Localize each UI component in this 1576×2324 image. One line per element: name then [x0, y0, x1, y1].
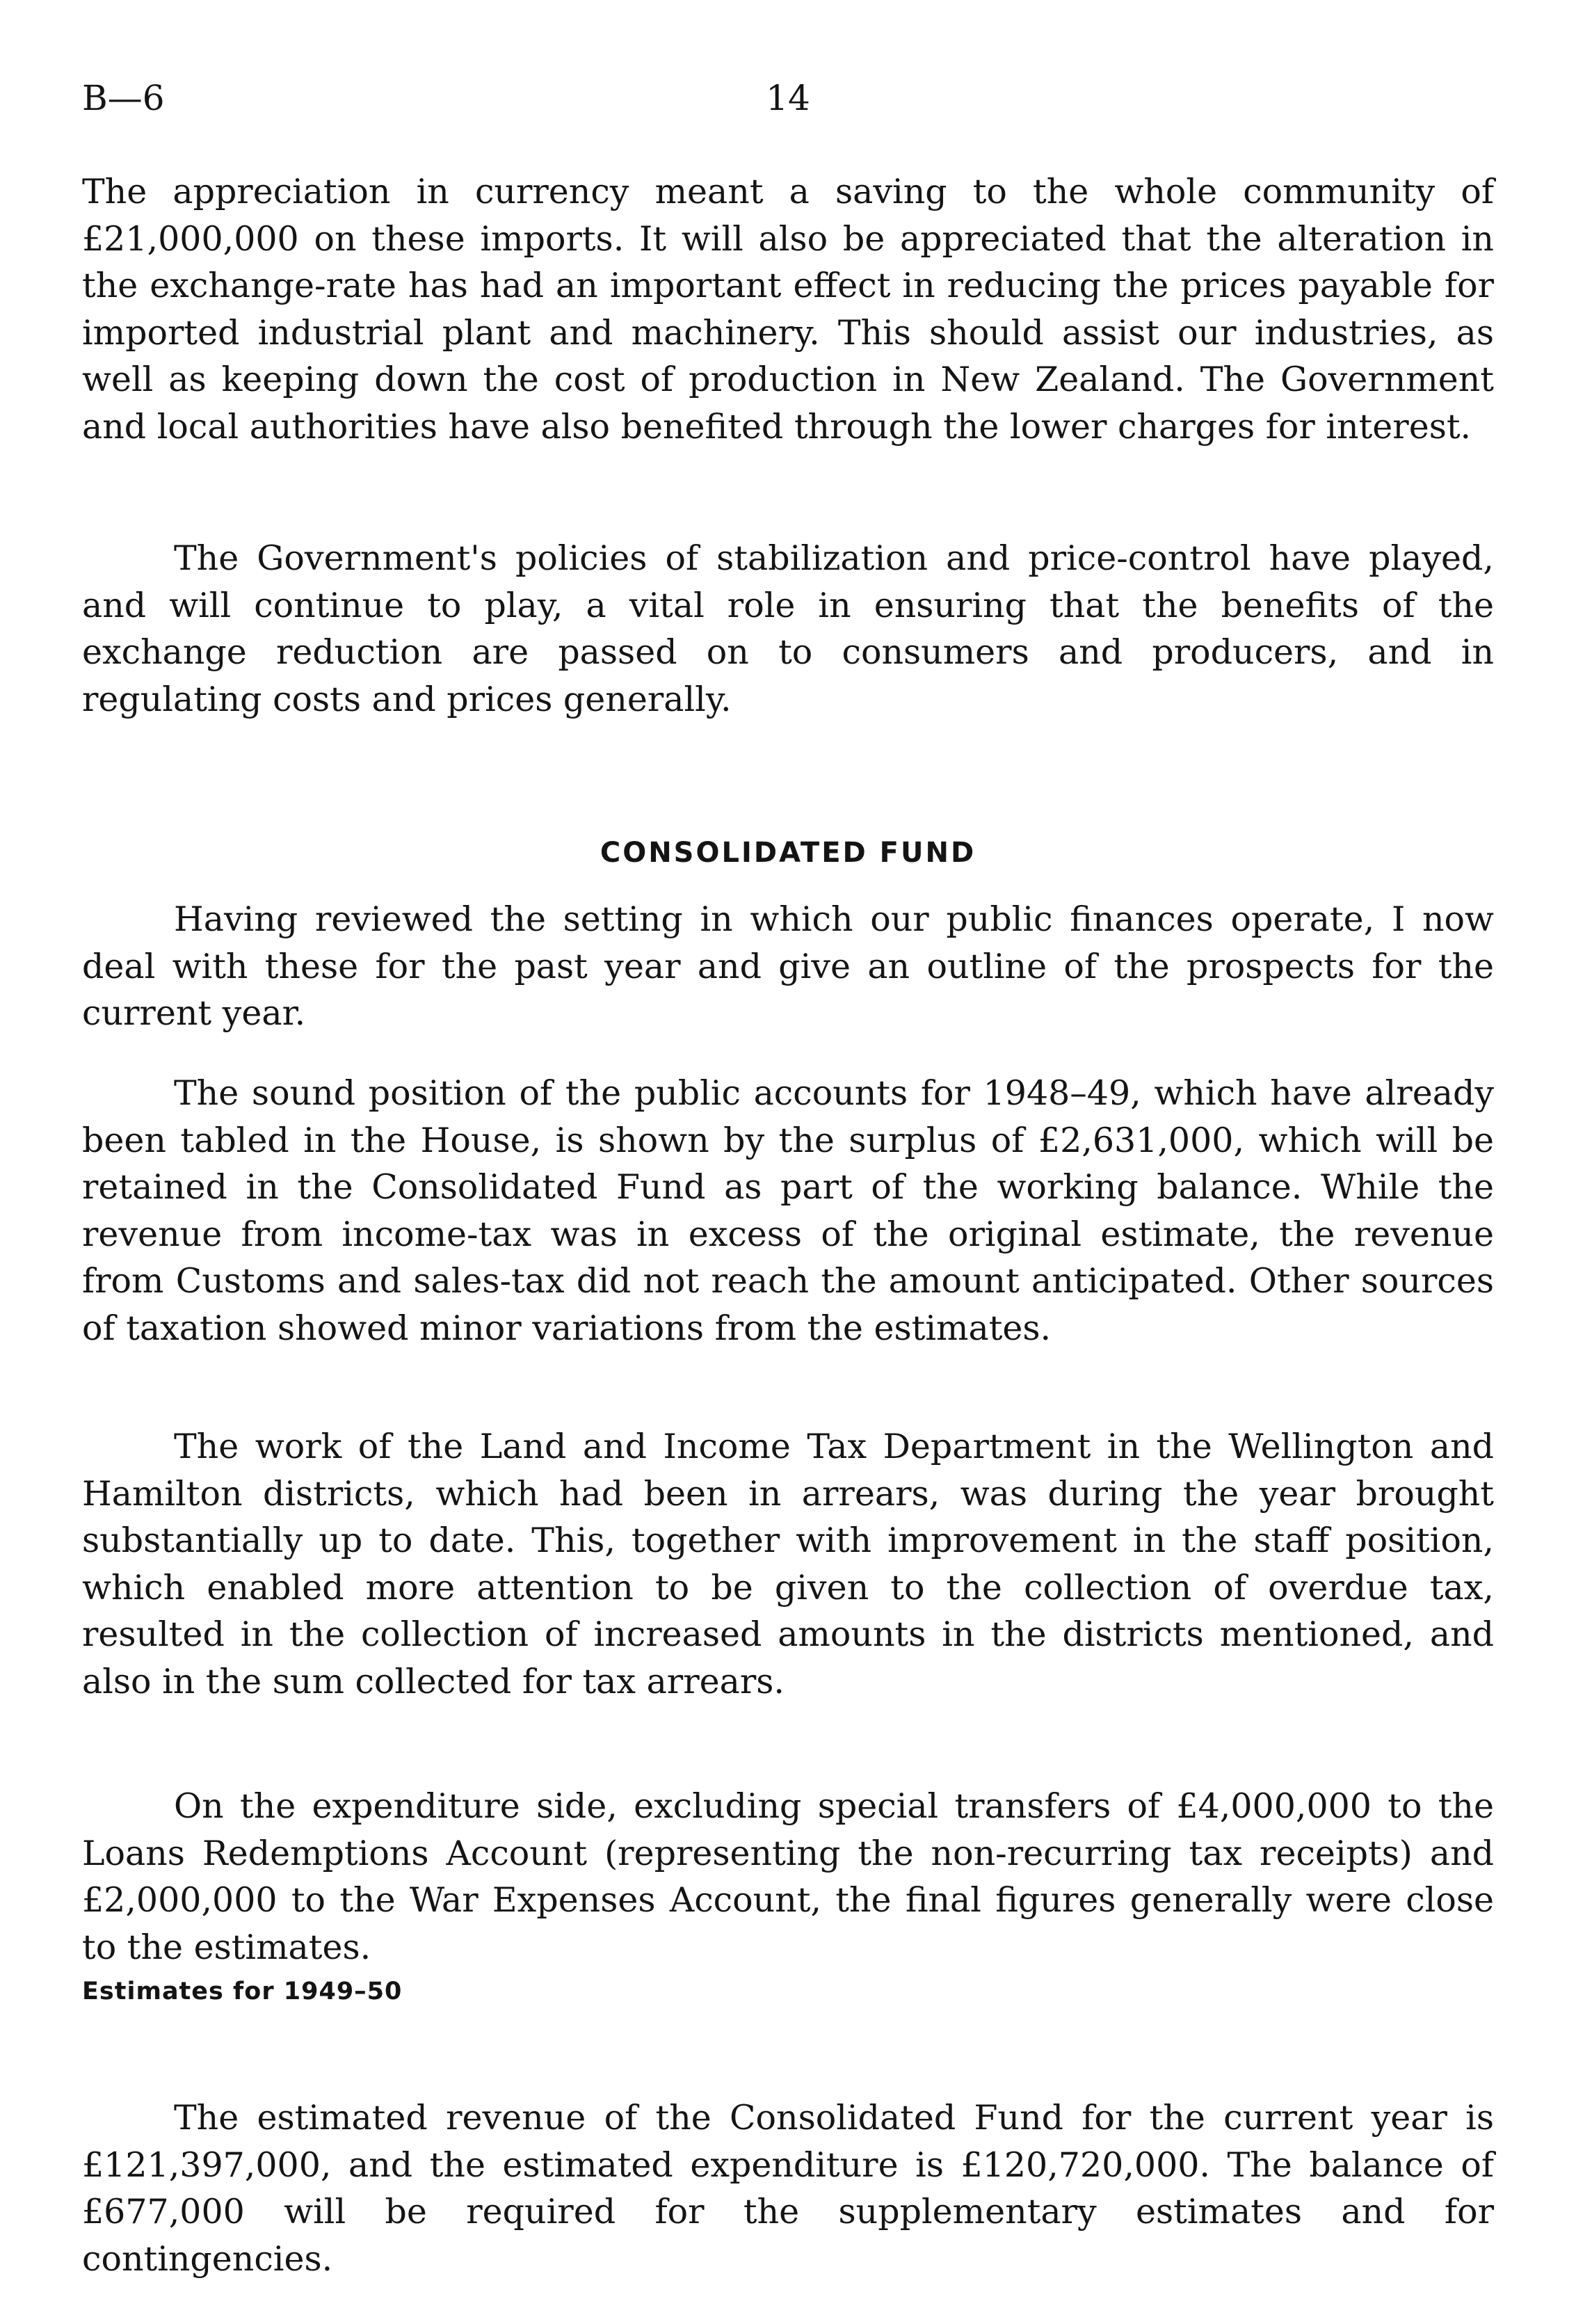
page-number: 14	[766, 78, 810, 118]
paragraph-expenditure: On the expenditure side, excluding special transfers of £4,000,000 to the Loans Redemptions Account (representing the non-recurring tax receipts) and £2,000,000 to the War Expenses Account, the final figures generally were close to the estimates.	[82, 1786, 1494, 1967]
paragraph-currency-appreciation: The appreciation in currency meant a saving to the whole community of £21,000,000 on these imports. It will also be appreciated that the alteration in the exchange-rate has had an important effect in reducing the prices payable for imported industrial plant and machinery. This should assist our industries, as well as keeping down the cost of production in New Zealand. The Government and local authorities have also benefited through the lower charges for interest.	[82, 172, 1494, 447]
paragraph-stabilization-policies: The Government's policies of stabilization and price-control have played, and will continue to play, a vital role in ensuring that the benefits of the exchange reduction are passed on to consumers and producers, and in regulating costs and prices generally.	[82, 538, 1494, 719]
paragraph-estimated-revenue: The estimated revenue of the Consolidated Fund for the current year is £121,397,000, and the estimated expenditure is £120,720,000. The balance of £677,000 will be required for the supplementary estimates and for contingencies.	[82, 2098, 1494, 2279]
paragraph-tax-department: The work of the Land and Income Tax Department in the Wellington and Hamilton districts, which had been in arrears, was during the year brought substantially up to date. This, together with improvement in the staff position, which enabled more attention to be given to the collection of overdue tax, resulted in the collection of increased amounts in the districts mentioned, and also in the sum collected for tax arrears.	[82, 1427, 1494, 1701]
document-reference: B—6	[82, 78, 165, 118]
section-heading-consolidated-fund: CONSOLIDATED FUND	[600, 837, 976, 869]
paragraph-public-accounts: The sound position of the public accounts for 1948–49, which have already been tabled in the House, is shown by the surplus of £2,631,000, which will be retained in the Consolidated Fund as part of the working balance. While the revenue from income-tax was in excess of the original estimate, the revenue from Customs and sales-tax did not reach the amount anticipated. Other sources of taxation showed minor variations from the estimates.	[82, 1073, 1494, 1348]
paragraph-review-setting: Having reviewed the setting in which our public finances operate, I now deal with these for the past year and give an outline of the prospects for the current year.	[82, 899, 1494, 1033]
running-header	[82, 78, 1494, 127]
subheading-estimates: Estimates for 1949–50	[82, 1978, 403, 2005]
